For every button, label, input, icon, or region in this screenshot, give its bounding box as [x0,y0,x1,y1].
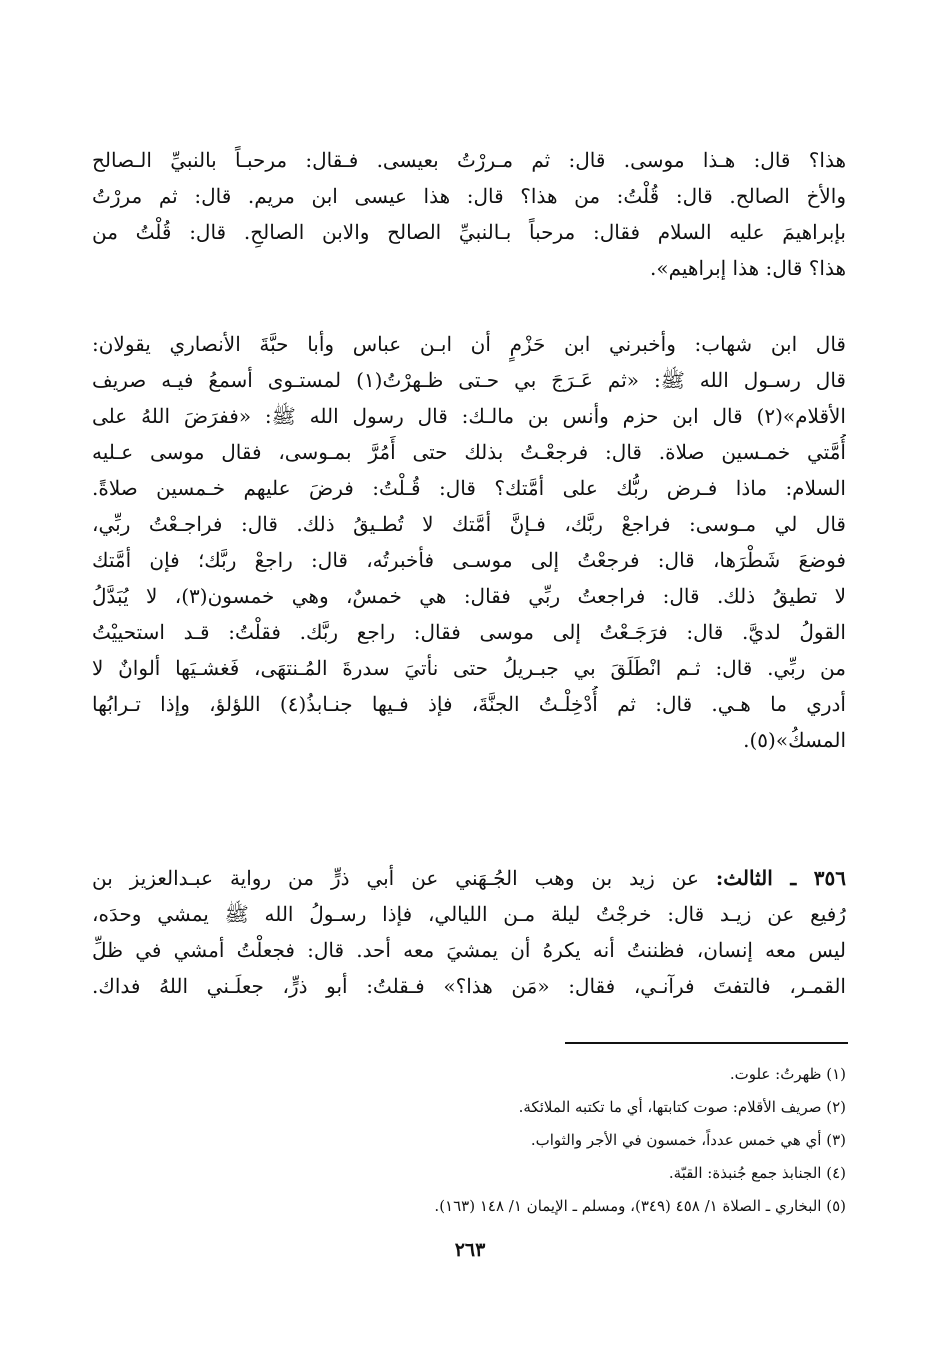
footnote: (٢) صريف الأقلام: صوت كتابتها، أي ما تكتبه الملائكة. [518,1098,846,1116]
text-line: الأقلام»(٢) قال ابن حزم وأنس بن مالـك: قال رسول الله ﷺ: «ففرَضَ اللهُ على [92,404,846,428]
text-line: رُفيع عن زيـد قال: خرجْتُ ليلة مـن الليالي، فإذا رسـولُ الله ﷺ يمشي وحدَه، [92,902,846,926]
text-line: ليس معه إنسان، فظننتُ أنه يكرهُ أن يمشيَ معه أحد. قال: فجعلْتُ أمشي في ظلِّ [92,938,846,962]
text-line: القولُ لديَّ. قال: فرَجَـعْتُ إلى موسى فقال: راجع ربَّك. فقلْتُ: قـد استحييْتُ [92,620,846,644]
text-line: أدري ما هـي. قال: ثم أُدْخِلْـتُ الجنَّةَ، فإذ فـيها جنـابذُ(٤) اللؤلؤ، وإذا تـرابُها [92,692,846,716]
footnotes [200,1058,846,1223]
text-line: لا تطيقُ ذلك. قال: فراجعتُ ربِّي فقال: هي خمسٌ، وهي خمسون(٣)، لا يُبَدَّلُ [92,584,846,608]
text-line: قال رسـول الله ﷺ: «ثم عَـرَجَ بي حـتى ظـهرْتُ(١) لمستـوى أسمعُ فيـه صريف [92,368,846,392]
text-line-with-number [92,860,846,896]
text-line: القمـر، فالتفتَ فرآنـي، فقال: «مَن هذا؟» فـقلتُ: أبو ذرٍّ، جعلَـني اللهُ فداك. [92,974,846,998]
text-line: قال لي مـوسى: فراجعْ ربَّك، فـإنَّ أمَّتك لا تُطـيقُ ذلك. قال: فراجـعْتُ ربِّي، [92,512,846,536]
text-line: فوضعَ شَطْرَها، قال: فرجعْتُ إلى موسـى فأخبرتُه، قال: راجعْ ربَّك؛ فإن أمَّتك [92,548,846,572]
footnote: (٤) الجنابذ جمع جُنبذة: القبّة. [668,1164,846,1182]
footnote: (٣) أي هي خمس عدداً، خمسون في الأجر والثواب. [530,1131,846,1149]
text-line: السلام: ماذا فـرض ربُّك على أمَّتك؟ قال: قُـلْتُ: فرضَ عليهم خـمسين صلاةً. [92,476,846,500]
footnote: (١) ظهرتُ: علوت. [729,1065,846,1083]
text-line: قال ابن شهاب: وأخبرني ابن حَزْمٍ أن ابـن عباس وأبا حبَّةَ الأنصاري يقولان: [92,332,846,356]
hadith-number: ٣٥٦ ـ الثالث: [715,866,846,890]
text-line: من ربِّي. قال: ثـم انْطَلَقَ بي جبـريلُ حتى نأتيَ سدرةَ المُـنتهَى، فَغشـيَها ألوانٌ لا [92,656,846,680]
text-line: هذا؟ قال: هذا إبراهيم». [649,256,846,280]
text-line: عن زيد بن وهب الجُـهَني عن أبي ذرٍّ من رواية عبـدالعزيز بن [92,866,699,890]
text-line: بإبراهيمَ عليه السلام فقال: مرحباً بـالنبيِّ الصالح والابن الصالحِ. قال: قُلْتُ من [92,220,846,244]
footnote: (٥) البخاري ـ الصلاة ١/ ٤٥٨ (٣٤٩)، ومسلم ـ الإيمان ١/ ١٤٨ (١٦٣). [434,1197,846,1215]
paragraph-continuation [92,142,846,286]
text-line: المسكُ»(٥). [743,728,846,752]
text-line: هذا؟ قال: هـذا موسى. قال: ثم مـررْتُ بعيسى. فـقال: مرحبـاً بالنبيِّ الـصالح [92,148,846,172]
paragraph-ibn-shihab [92,326,846,758]
footnote-divider [565,1042,848,1044]
text-line: أُمَّتي خمـسين صلاة. قال: فرجعْـتُ بذلك حتى أَمُرَّ بمـوسى، فقال موسى عـليه [92,440,846,464]
page-number: ٢٦٣ [454,1239,486,1261]
text-line: والأخ الصالح. قال: قُلْتُ: من هذا؟ قال: هذا عيسى ابن مريم. قال: ثم مررْتُ [92,184,846,208]
hadith-356-paragraph [92,860,846,1004]
